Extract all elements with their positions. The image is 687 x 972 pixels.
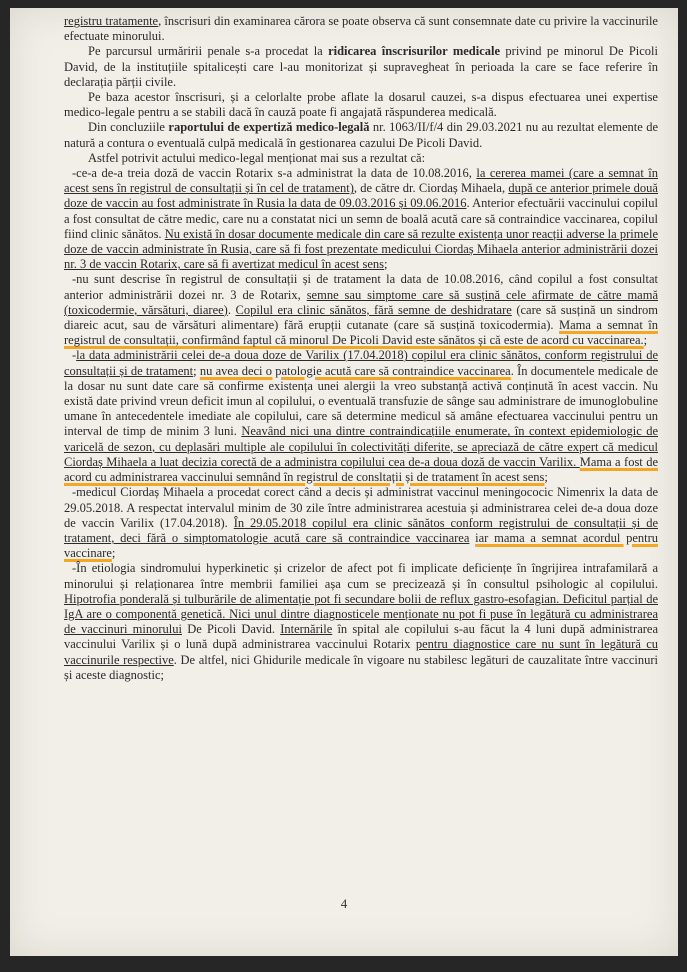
text-run: , înscrisuri din examinarea cărora se poate observa că sunt consemnate date cu privire la vaccinurile efectuate minorului. [64, 14, 658, 44]
document-page [10, 8, 678, 956]
underlined-text: Internările [280, 622, 333, 637]
text-run: ; [384, 257, 388, 272]
paragraph-1 [64, 14, 658, 44]
underlined-text: la cererea mamei (care a semnat în acest sens în registrul de consultații și în cel de tratament) [64, 166, 659, 196]
text-run: (care să susțină un sindrom diareic acut, sau de vărsături alimentare) fără erupții cutanate (care să susțină toxicodermia). [64, 302, 659, 333]
text-run: De Picoli David. [182, 622, 281, 637]
text-run: . [227, 302, 236, 317]
text-run: -ce-a de-a treia doză de vaccin Rotarix s-a administrat la data de 10.08.2016, [72, 166, 477, 181]
paragraph-9 [64, 485, 658, 561]
underlined-text: pentru diagnostice care nu sunt în legătură cu vaccinurile respective [64, 637, 658, 667]
underlined-text: În 29.05.2018 copilul era clinic sănătos conform registrului de consultații și de tratament, deci fără o simptomatologie acută care să contraindice vaccinarea [64, 515, 658, 545]
paragraph-6 [64, 166, 658, 272]
document-body [64, 14, 658, 683]
underlined-text: la data administrării celei de-a doua doze de Varilix (17.04.2018) copilul era clinic sănătos, conform registrului de consultații și de tratament [64, 348, 658, 378]
text-run: Din concluziile [88, 120, 169, 135]
text-run: Astfel potrivit actului medico-legal menționat mai sus a rezultat că: [88, 150, 426, 165]
text-run: -medicul Ciordaș Mihaela a procedat corect când a decis și administrat vaccinul meningococic Nimenrix la data de 29.05.2018. A respectat intervalul minim de 30 zile între administrarea acestuia și administrarea celei de-a doua doze de vaccin Varilix (17.04.2018). [64, 485, 658, 530]
paragraph-10 [64, 561, 658, 683]
paragraph-2 [64, 44, 658, 90]
underlined-text: Hipotrofia ponderală și tulburările de alimentație pot fi secundare bolii de reflux gastro-esofagian. Deficitul parțial de IgA are o componentă genetică. Nici unul dintre diagnosticele menționate nu pot fi puse în legătură cu administrarea de vaccinuri minorului [64, 591, 658, 637]
text-run: -nu sunt descrise în registrul de consultații și de tratament la data de 10.08.2016, când copilul a fost consultat anterior administrării dozei nr. 3 de Rotarix, [64, 272, 658, 302]
highlighted-text: Mama a fost de acord cu administrarea vaccinului semnând în registrul de consltații și de tratament în acest sens [64, 454, 658, 485]
text-run: în spital ale copilului s-au făcut la 4 luni după administrarea vaccinului Varilix și o lună după administrarea vaccinului Rotarix [64, 622, 659, 652]
highlighted-text: Mama a semnat în registrul de consultații, confirmând faptul că minorul De Picoli David este sănătos și că este de acord cu vaccinarea. [64, 318, 658, 348]
text-run: nr. 1063/II/f/4 din 29.03.2021 nu au rezultat elemente de natură a contura o eventuală culpă medicală în gestionarea cazului De Picoli David. [64, 120, 658, 150]
highlighted-text: iar mama a semnat acordul pentru vaccinare [64, 530, 659, 561]
text-run: . Anterior efectuării vaccinului copilul a fost consultat de către medic, care nu a constatat nici un semn de boală acută care să contraindice vaccinarea, copilul fiind clinic sănătos. [64, 196, 658, 241]
paragraph-4 [64, 120, 658, 150]
text-run: ; [193, 363, 200, 378]
highlighted-text: nu avea deci o patologie acută care să contraindice vaccinarea [199, 363, 511, 378]
underlined-text: după ce anterior primele două doze de vaccin au fost administrate în Rusia la data de 09.03.2016 și 09.06.2016 [64, 181, 658, 211]
underlined-text: Nu există în dosar documente medicale din care să rezulte existența unor reacții adverse la primele doze de vaccin administrate în Rusia, care să fi fost prezentate medicului Ciordaș Mihaela anterior administrării dozei nr. 3 de vaccin Rotarix, care să fi avertizat medicul în acest sens [64, 226, 658, 272]
text-run: ; [111, 546, 116, 561]
paragraph-7 [64, 272, 658, 348]
text-run: -În etiologia sindromului hyperkinetic și crizelor de afect pot fi implicate deficiențe în îngrijirea intrafamilară a minorului și relaționarea între membrii familiei așa cum se precizează și în consultul psihologic al copilului. [64, 561, 658, 591]
text-run: Pe parcursul urmăririi penale s-a procedat la [88, 44, 329, 59]
page-number: 4 [340, 896, 348, 911]
text-run: . În documentele medicale de la dosar nu sunt date care să confirme existența unei alergii la vreo substanță activă conținută în acest vaccin. Nu există date privind vreun deficit imun al copilului, o eventuală transfuzie de sânge sau administrare de imunoglobuline umane în antecedentele imediate ale copilului, care să determine medicul să amâne efectuarea vaccinului pentru un interval de timp de minim 3 luni. [64, 363, 658, 439]
bold-text: raportului de expertiză medico-legală [168, 120, 370, 135]
paragraph-8 [64, 348, 658, 485]
paragraph-3 [64, 90, 658, 120]
underlined-text: semne sau simptome care să susțină cele afirmate de către mamă (toxicodermie, vărsături, diaree) [64, 287, 658, 317]
paragraph-5 [64, 151, 658, 166]
bold-text: ridicarea înscrisurilor medicale [328, 44, 501, 59]
text-run: Pe baza acestor înscrisuri, și a celorlalte probe aflate la dosarul cauzei, s-a dispus efectuarea unei expertise medico-legale pentru a se stabili dacă în cauză poate fi angajată răspunderea medicală. [64, 90, 658, 120]
text-run: - [72, 348, 77, 363]
underlined-text: registru tratamente [64, 14, 159, 28]
text-run: , de către dr. Ciordaș Mihaela, [353, 181, 509, 196]
text-run: ; [643, 333, 648, 348]
underlined-text: Copilul era clinic sănătos, fără semne de deshidratare [235, 302, 512, 317]
text-run: . De altfel, nici Ghidurile medicale în vigoare nu stabilesc legături de cauzalitate între vaccinuri și aceste diagnostic; [64, 652, 658, 682]
text-run: privind pe minorul De Picoli David, de la instituțiile spitalicești care l-au monitorizat și supravegheat în perioada la care se face referire în declarația părții civile. [64, 44, 658, 89]
text-run: ; [544, 470, 548, 485]
underlined-text: Neavând nici una dintre contraindicațiile enumerate, în context epidemiologic de varicelă de sezon, cu deplasări multiple ale copilului în colectivități diferite, se apreciază de către expert că medicul Ciordaș Mihaela a luat decizia corectă de a administra copilului cea de-a doua doză de vaccin Varilix. [64, 424, 658, 469]
